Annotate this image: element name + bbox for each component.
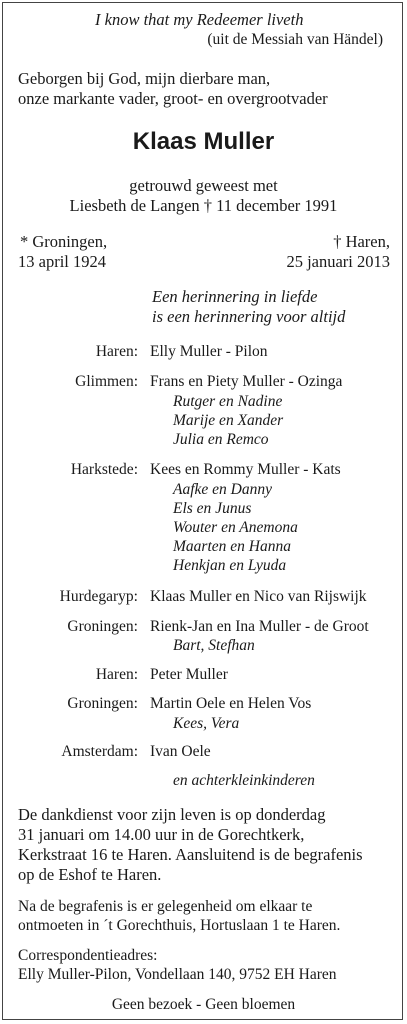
family-place: Glimmen: bbox=[75, 373, 138, 390]
birth-date: 13 april 1924 bbox=[18, 252, 106, 271]
family-place: Harkstede: bbox=[70, 461, 138, 478]
quote-source: (uit de Messiah van Händel) bbox=[207, 31, 383, 48]
grandchildren: Wouter en Anemona bbox=[173, 519, 298, 536]
family-place: Haren: bbox=[95, 666, 138, 683]
grandchildren: Kees, Vera bbox=[173, 715, 240, 732]
family-names: Rienk-Jan en Ina Muller - de Groot bbox=[150, 618, 369, 635]
deceased-name: Klaas Muller bbox=[132, 128, 275, 155]
motto-line-1: Een herinnering in liefde bbox=[152, 287, 318, 306]
spouse-line: Liesbeth de Langen † 11 december 1991 bbox=[69, 196, 338, 215]
great-grandchildren: en achterkleinkinderen bbox=[173, 772, 315, 789]
married-label: getrouwd geweest met bbox=[129, 176, 278, 195]
grandchildren: Julia en Remco bbox=[173, 431, 269, 448]
intro-line-2: onze markante vader, groot- en overgrootvader bbox=[18, 89, 328, 108]
reception-line-2: ontmoeten in ´t Gorechthuis, Hortuslaan 1 te Haren. bbox=[18, 917, 341, 934]
intro-line-1: Geborgen bij God, mijn dierbare man, bbox=[18, 69, 271, 88]
family-names: Frans en Piety Muller - Ozinga bbox=[150, 373, 343, 390]
family-names: Klaas Muller en Nico van Rijswijk bbox=[150, 588, 367, 605]
family-names: Ivan Oele bbox=[150, 743, 211, 760]
quote-line: I know that my Redeemer liveth bbox=[95, 10, 304, 29]
correspondence-label: Correspondentieadres: bbox=[18, 947, 158, 964]
service-line-2: 31 januari om 14.00 uur in de Gorechtkerk, bbox=[18, 825, 305, 844]
motto-line-2: is een herinnering voor altijd bbox=[152, 307, 346, 326]
family-names: Peter Muller bbox=[150, 666, 228, 683]
reception-line-1: Na de begrafenis is er gelegenheid om elkaar te bbox=[18, 898, 313, 915]
service-line-4: op de Eshof te Haren. bbox=[18, 865, 162, 884]
grandchildren: Aafke en Danny bbox=[173, 481, 272, 498]
family-names: Elly Muller - Pilon bbox=[150, 343, 268, 360]
grandchildren: Marije en Xander bbox=[173, 412, 284, 429]
family-names: Martin Oele en Helen Vos bbox=[150, 695, 312, 712]
grandchildren: Bart, Stefhan bbox=[173, 637, 255, 654]
family-names: Kees en Rommy Muller - Kats bbox=[150, 461, 341, 478]
closing-line: Geen bezoek - Geen bloemen bbox=[111, 996, 296, 1013]
service-line-1: De dankdienst voor zijn leven is op donderdag bbox=[18, 805, 326, 824]
family-place: Groningen: bbox=[67, 695, 138, 712]
correspondence-address: Elly Muller-Pilon, Vondellaan 140, 9752 EH Haren bbox=[18, 966, 337, 983]
family-place: Haren: bbox=[95, 343, 138, 360]
grandchildren: Els en Junus bbox=[173, 500, 252, 517]
birth-place: * Groningen, bbox=[20, 232, 108, 251]
death-place: † Haren, bbox=[333, 232, 390, 251]
death-date: 25 januari 2013 bbox=[286, 252, 390, 271]
service-line-3: Kerkstraat 16 te Haren. Aansluitend is de begrafenis bbox=[18, 845, 363, 864]
family-place: Groningen: bbox=[67, 618, 138, 635]
grandchildren: Rutger en Nadine bbox=[173, 393, 283, 410]
family-place: Hurdegaryp: bbox=[59, 588, 138, 605]
grandchildren: Maarten en Hanna bbox=[173, 538, 291, 555]
family-place: Amsterdam: bbox=[61, 743, 138, 760]
grandchildren: Henkjan en Lyuda bbox=[173, 557, 287, 574]
